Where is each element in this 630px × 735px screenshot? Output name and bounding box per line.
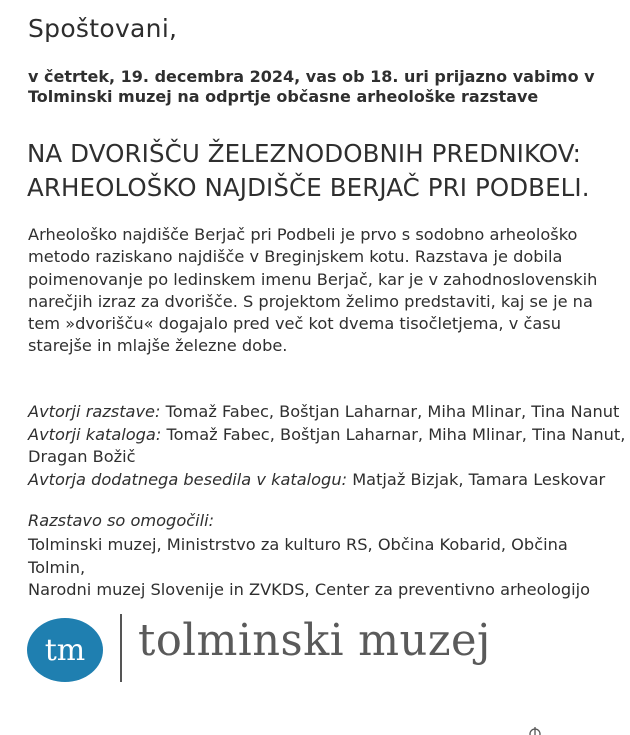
invitation-text xyxy=(28,67,608,107)
credit-exhibition-authors xyxy=(28,401,623,424)
credit-names: Tomaž Fabec, Boštjan Laharnar, Miha Mlinar, Tina Nanut, xyxy=(161,424,626,444)
museum-logo-mark xyxy=(26,617,104,683)
exhibition-title-line: ARHEOLOŠKO NAJDIŠČE BERJAČ PRI PODBELI. xyxy=(27,173,590,202)
credit-catalogue-authors-cont: Dragan Božič xyxy=(28,447,136,466)
description-line: tem »dvorišču« dogajalo pred več kot dvema tisočletjema, v času xyxy=(28,314,561,334)
description-line: starejše in mlajše železne dobe. xyxy=(28,336,288,356)
description-line: Arheološko najdišče Berjač pri Podbeli je prvo s sodobno arheološko xyxy=(28,225,578,244)
logo-divider xyxy=(120,614,122,682)
support-list xyxy=(28,534,628,602)
invitation-line: v četrtek, 19. decembra 2024, vas ob 18. uri prijazno vabimo v xyxy=(28,67,595,86)
invitation-line: Tolminski muzej na odprtje občasne arheološke razstave xyxy=(28,87,539,106)
support-label: Razstavo so omogočili: xyxy=(28,511,215,530)
credit-label: Avtorja dodatnega besedila v katalogu: xyxy=(28,469,348,489)
credit-label: Avtorji kataloga: xyxy=(28,424,162,444)
credit-names: Tomaž Fabec, Boštjan Laharnar, Miha Mlinar, Tina Nanut xyxy=(160,402,620,421)
exhibition-title xyxy=(27,137,627,205)
description-line: poimenovanje po ledinskem imenu Berjač, kar je v zahodnoslovenskih xyxy=(28,269,598,289)
greeting: Spoštovani, xyxy=(28,14,178,43)
credit-names: Matjaž Bizjak, Tamara Leskovar xyxy=(347,469,606,489)
credit-catalogue-authors xyxy=(28,424,626,447)
credits xyxy=(28,401,626,491)
exhibition-description xyxy=(28,224,603,358)
credit-additional-text xyxy=(28,469,623,492)
exhibition-title-line: NA DVORIŠČU ŽELEZNODOBNIH PREDNIKOV: xyxy=(27,139,581,168)
logo-mark-letters: tm xyxy=(44,633,86,668)
description-line: metodo raziskano najdišče v Breginjskem kotu. Razstava je dobila xyxy=(28,247,563,267)
description-line: narečjih izraz za dvorišče. S projektom želimo predstaviti, kaj se je na xyxy=(28,291,593,311)
credit-label: Avtorji razstave: xyxy=(28,402,161,421)
support-line: Narodni muzej Slovenije in ZVKDS, Center za preventivno arheologijo xyxy=(28,580,591,599)
museum-logo-wordmark: tolminski muzej xyxy=(138,615,491,666)
partial-logo-icon xyxy=(528,724,542,735)
support-line: Tolminski muzej, Ministrstvo za kulturo RS, Občina Kobarid, Občina Tolmin, xyxy=(28,535,568,577)
